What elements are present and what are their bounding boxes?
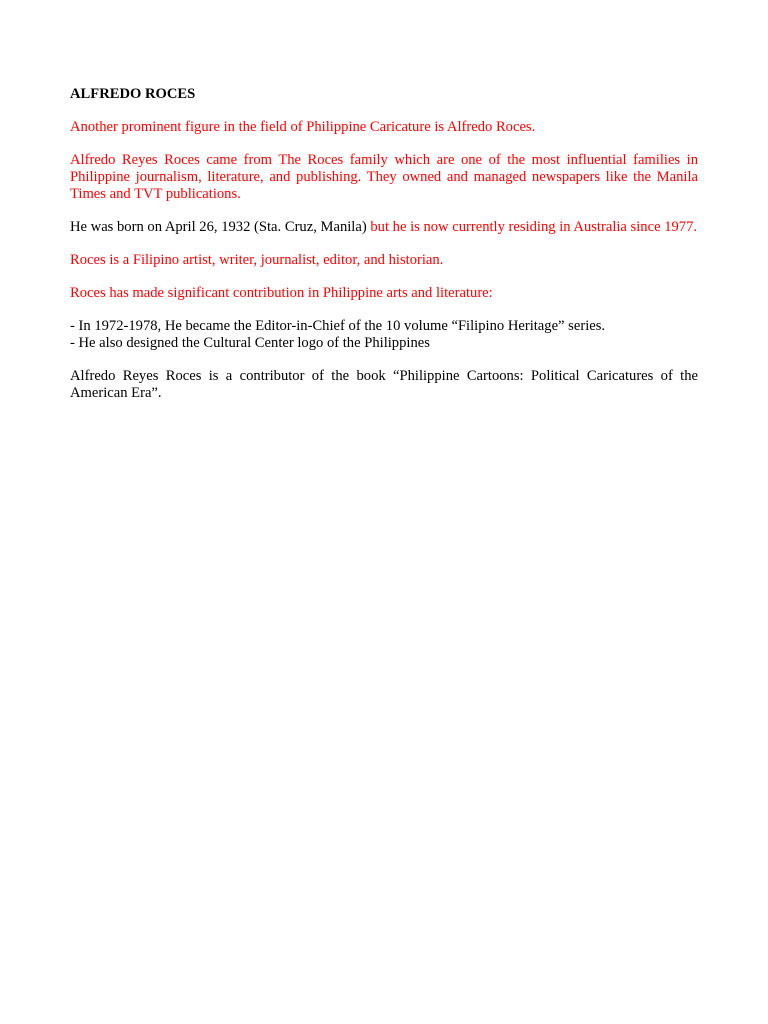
list-item: - In 1972-1978, He became the Editor-in-Chief of the 10 volume “Filipino Heritage” series. — [70, 318, 606, 334]
residence-text: but he is now currently residing in Australia since 1977. — [366, 219, 698, 235]
birth-text: He was born on April 26, 1932 (Sta. Cruz, Manila) — [70, 219, 367, 235]
paragraph-professions: Roces is a Filipino artist, writer, journalist, editor, and historian. — [70, 252, 444, 268]
paragraph-book: Alfredo Reyes Roces is a contributor of the book “Philippine Cartoons: Political Caricatures of the American Era”. — [70, 368, 698, 401]
paragraph-contribution: Roces has made significant contribution in Philippine arts and literature: — [70, 285, 493, 301]
document-page — [70, 86, 698, 418]
paragraph-family: Alfredo Reyes Roces came from The Roces family which are one of the most influential families in Philippine journalism, literature, and publishing. They owned and managed newspapers like the Manila Times and TVT publications. — [70, 152, 698, 202]
contribution-list — [70, 318, 698, 352]
list-item: - He also designed the Cultural Center logo of the Philippines — [70, 335, 430, 351]
paragraph-birth — [70, 219, 698, 236]
document-title: ALFREDO ROCES — [70, 86, 196, 102]
paragraph-intro: Another prominent figure in the field of Philippine Caricature is Alfredo Roces. — [70, 119, 536, 135]
